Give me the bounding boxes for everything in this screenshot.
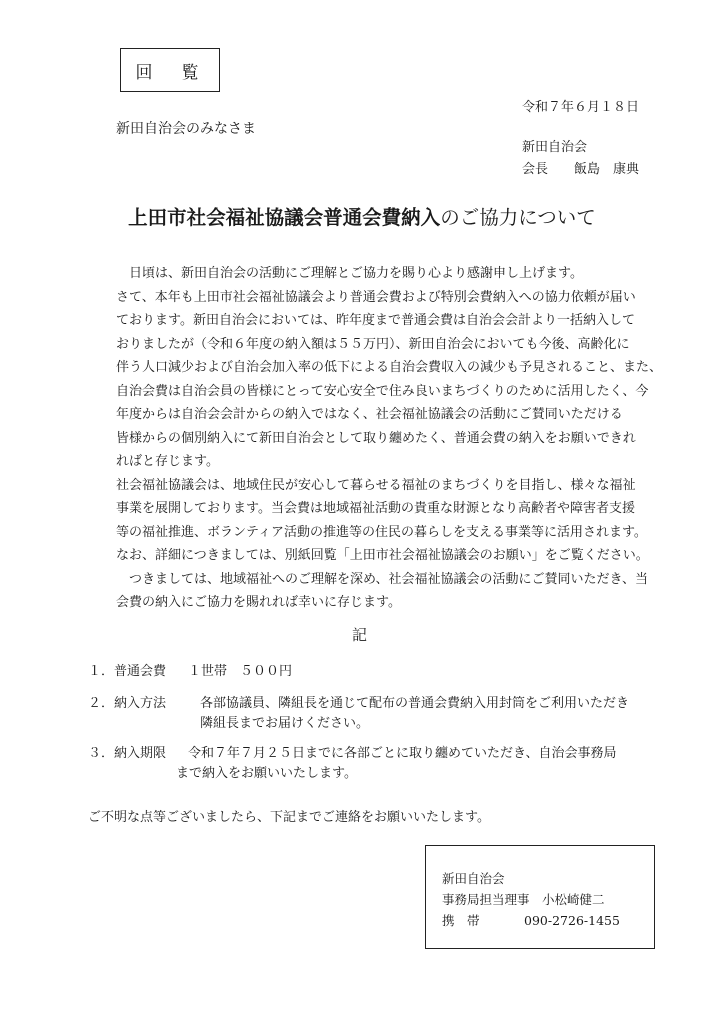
contact-person: 事務局担当理事 小松崎健二 <box>442 892 605 907</box>
body-line: 事業を展開しております。当会費は地域福祉活動の貴重な財源となり高齢者や障害者支援 <box>116 501 635 516</box>
body-line: なお、詳細につきましては、別紙回覧「上田市社会福祉協議会のお願い」をご覧ください。 <box>116 548 649 563</box>
body-paragraphs <box>116 262 662 615</box>
list-item <box>88 694 629 734</box>
contact-box <box>425 845 655 949</box>
document-date: 令和７年６月１８日 <box>522 100 640 115</box>
item-text: 隣組長までお届けください。 <box>200 716 370 731</box>
contact-org: 新田自治会 <box>442 871 505 886</box>
item-text: １世帯 ５００円 <box>188 664 293 679</box>
list-item <box>88 660 292 679</box>
body-line: 皆様からの個別納入にて新田自治会として取り纏めたく、普通会費の納入をお願いできれ <box>116 430 636 446</box>
addressee: 新田自治会のみなさま <box>116 121 256 137</box>
body-line: 日頃は、新田自治会の活動にご理解とご協力を賜り心より感謝申し上げます。 <box>129 266 583 281</box>
circulation-stamp <box>120 48 220 92</box>
body-line: さて、本年も上田市社会福祉協議会より普通会費および特別会費納入への協力依頼が届い <box>116 289 636 305</box>
item-text: 令和７年７月２５日までに各部ごとに取り纏めていただき、自治会事務局 <box>188 746 617 761</box>
item-label: ２．納入方法 <box>88 696 167 711</box>
item-text: 各部協議員、隣組長を通じて配布の普通会費納入用封筒をご利用いただき <box>200 696 630 711</box>
body-line: 自治会費は自治会員の皆様にとって安心安全で住み良いまちづくりのために活用したく、今 <box>116 383 649 399</box>
phone-label: 携 帯 <box>442 913 480 928</box>
item-text: まで納入をお願いいたします。 <box>176 766 357 781</box>
item-label: １．普通会費 <box>88 664 167 679</box>
title-main: 上田市社会福祉協議会普通会費納入 <box>128 206 441 229</box>
body-line: おりましたが（令和６年度の納入額は５５万円）、新田自治会においても今後、高齢化に <box>116 336 630 352</box>
body-line: 会費の納入にご協力を賜れれば幸いに存じます。 <box>116 595 401 610</box>
body-line: 年度からは自治会会計からの納入ではなく、社会福祉協議会の活動にご賛同いただける <box>116 407 623 422</box>
item-label: ３．納入期限 <box>88 746 167 761</box>
document-title <box>0 202 724 230</box>
stamp-label: 回 覧 <box>135 62 205 83</box>
list-item <box>88 744 616 784</box>
phone-number: 090-2726-1455 <box>524 913 620 928</box>
body-line: ております。新田自治会においては、昨年度まで普通会費は自治会会計より一括納入して <box>116 313 635 328</box>
body-line: 伴う人口減少および自治会加入率の低下による自治会費収入の減少も予見されること、また、 <box>116 360 663 375</box>
body-line: 等の福祉推進、ボランティア活動の推進等の住民の暮らしを支える事業等に活用されます。 <box>116 524 647 540</box>
title-suffix: のご協力について <box>440 206 596 229</box>
body-line: つきましては、地域福祉へのご理解を深め、社会福祉協議会の活動にご賛同いただき、当 <box>129 571 648 587</box>
sender-org: 新田自治会 <box>522 140 588 155</box>
body-line: ればと存じます。 <box>116 454 219 469</box>
kigo-heading: 記 <box>352 626 368 644</box>
sender-title-name: 会長 飯島 康典 <box>522 162 640 177</box>
body-line: 社会福祉協議会は、地域住民が安心して暮らせる福祉のまちづくりを目指し、様々な福祉 <box>116 477 636 493</box>
closing-note: ご不明な点等ございましたら、下記までご連絡をお願いいたします。 <box>88 810 490 825</box>
